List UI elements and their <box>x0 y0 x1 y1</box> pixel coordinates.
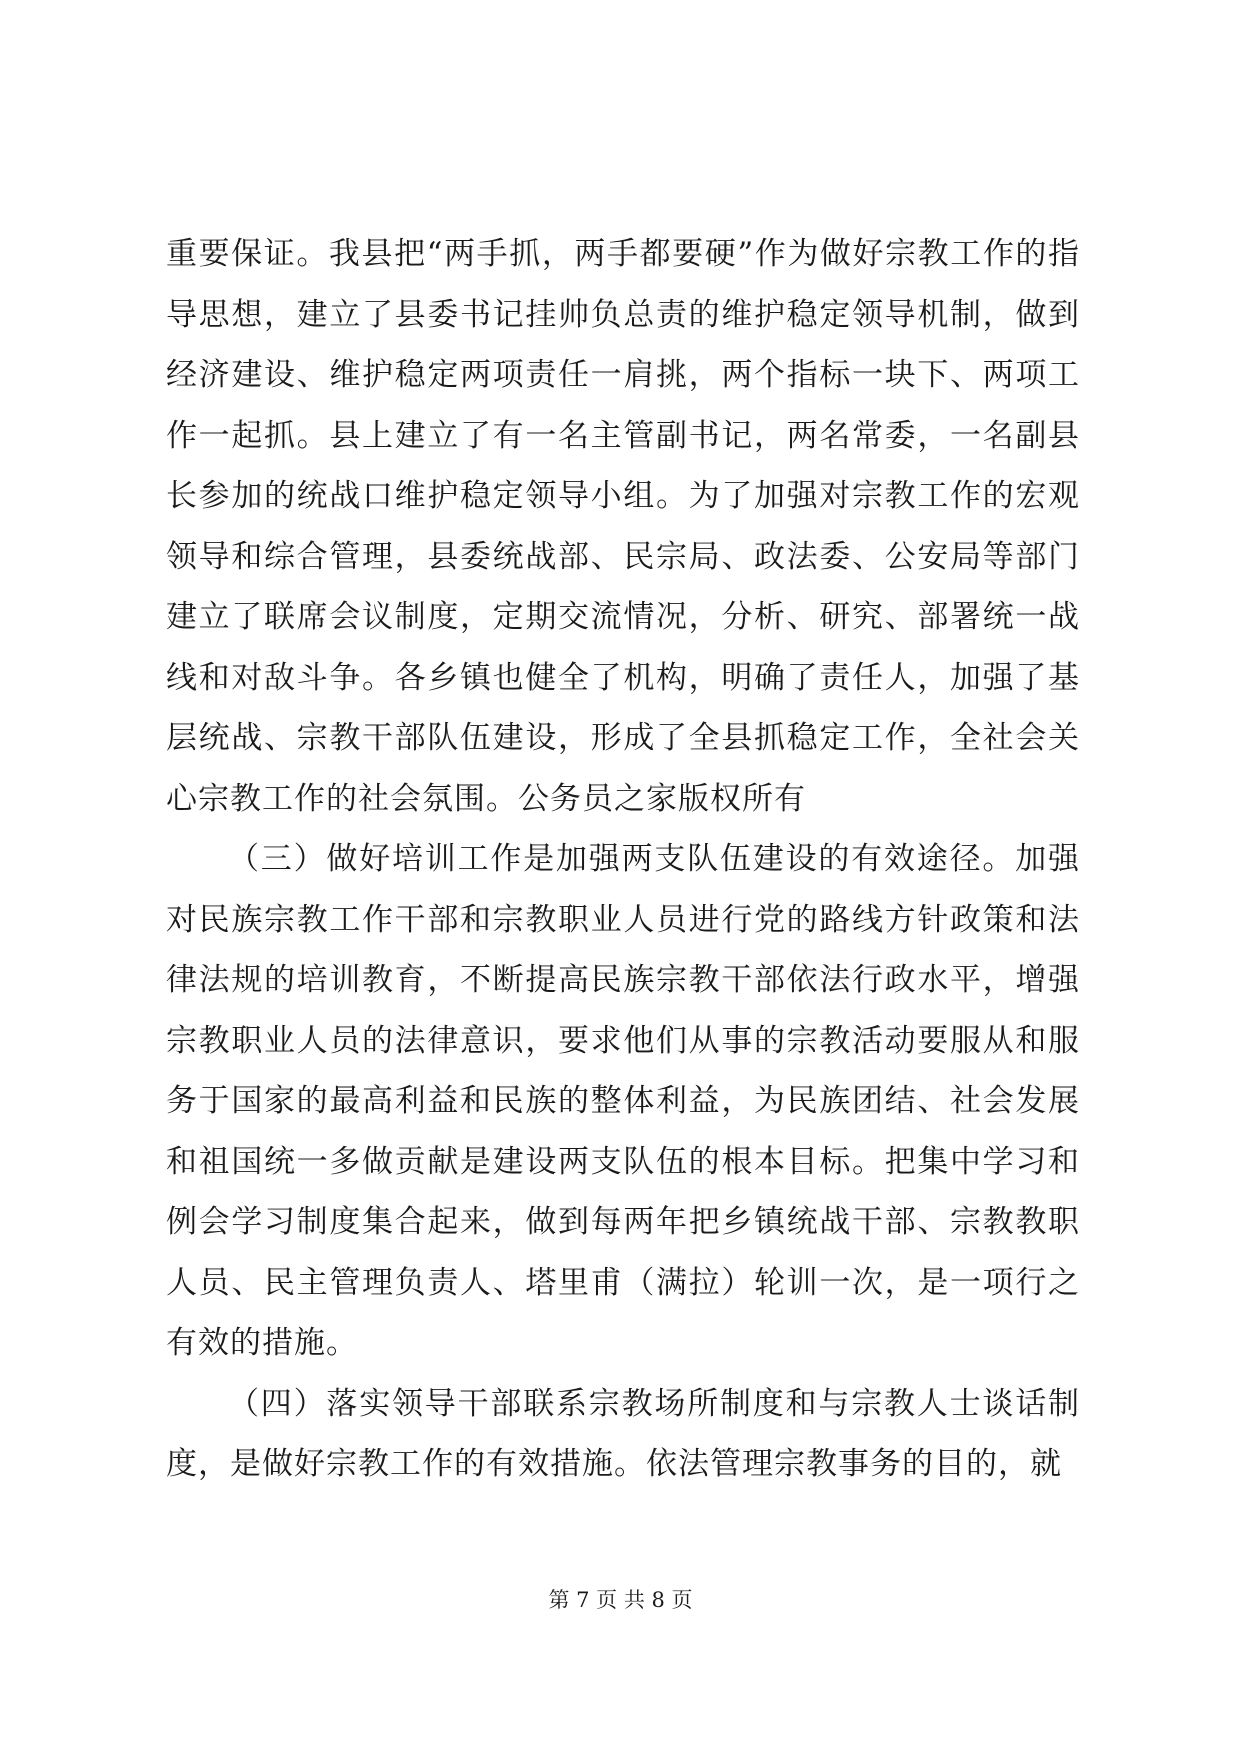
document-body <box>166 224 1080 1495</box>
paragraph-section-4: （四）落实领导干部联系宗教场所制度和与宗教人士谈话制度，是做好宗教工作的有效措施。依法管理宗教事务的目的，就 <box>166 1385 1080 1482</box>
paragraph-section-3: （三）做好培训工作是加强两支队伍建设的有效途径。加强对民族宗教工作干部和宗教职业人员进行党的路线方针政策和法律法规的培训教育，不断提高民族宗教干部依法行政水平，增强宗教职业人员的法律意识，要求他们从事的宗教活动要服从和服务于国家的最高利益和民族的整体利益，为民族团结、社会发展和祖国统一多做贡献是建设两支队伍的根本目标。把集中学习和例会学习制度集合起来，做到每两年把乡镇统战干部、宗教教职人员、民主管理负责人、塔里甫（满拉）轮训一次，是一项行之有效的措施。 <box>166 841 1080 1361</box>
page-footer: 第 7 页 共 8 页 <box>548 1588 693 1612</box>
paragraph-continuation: 重要保证。我县把“两手抓，两手都要硬”作为做好宗教工作的指导思想，建立了县委书记挂帅负总责的维护稳定领导机制，做到经济建设、维护稳定两项责任一肩挑，两个指标一块下、两项工作一起抓。县上建立了有一名主管副书记，两名常委，一名副县长参加的统战口维护稳定领导小组。为了加强对宗教工作的宏观领导和综合管理，县委统战部、民宗局、政法委、公安局等部门建立了联席会议制度，定期交流情况，分析、研究、部署统一战线和对敌斗争。各乡镇也健全了机构，明确了责任人，加强了基层统战、宗教干部队伍建设，形成了全县抓稳定工作，全社会关心宗教工作的社会氛围。公务员之家版权所有 <box>166 236 1080 817</box>
